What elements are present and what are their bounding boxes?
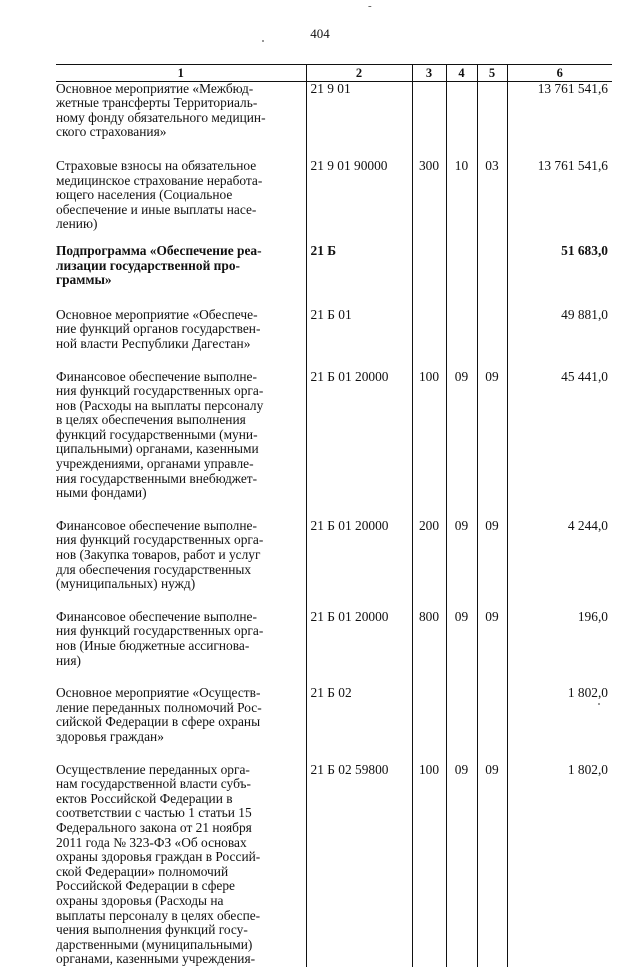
spacer-cell bbox=[412, 592, 446, 610]
table-row bbox=[56, 519, 612, 592]
table-row bbox=[56, 244, 612, 288]
spacer-cell bbox=[56, 140, 306, 159]
table-row bbox=[56, 159, 612, 232]
row-code: 21 Б 01 bbox=[306, 308, 412, 352]
table-row bbox=[56, 370, 612, 501]
row-amount: 4 244,0 bbox=[507, 519, 612, 592]
page-number: 404 bbox=[310, 26, 330, 41]
row-section: 09 bbox=[446, 370, 477, 501]
row-amount: 1 802,0 bbox=[507, 763, 612, 967]
spacer-cell bbox=[412, 288, 446, 308]
spacer-cell bbox=[306, 745, 412, 763]
row-subsection bbox=[477, 244, 507, 288]
spacer-cell bbox=[446, 352, 477, 370]
row-code: 21 Б 01 20000 bbox=[306, 370, 412, 501]
spacer-cell bbox=[507, 501, 612, 519]
row-name: Основное мероприятие «Обеспече- ние функций органов государствен- ной власти Республики Дагестан» bbox=[56, 306, 261, 351]
spacer-cell bbox=[446, 140, 477, 159]
row-name: Осуществление переданных орга- нам государственной власти субъ- ектов Российской Федерации в соответствии с частью 1 статьи 15 Федерального закона от 21 ноября 2011 года № 323-ФЗ «Об основах охраны здоровья граждан в Россий- ской Федерации» полномочий Российской Федерации в сфере охраны здоровья (Расходы на выплаты персоналу в целях обеспе- чения выполнения функций госу- дарственными (муниципальными) органами, казенными учреждения- bbox=[56, 761, 261, 967]
row-spacer bbox=[56, 288, 612, 308]
spacer-cell bbox=[477, 352, 507, 370]
spacer-cell bbox=[446, 288, 477, 308]
row-name: Основное мероприятие «Межбюд- жетные трансферты Территориаль- ному фонду обязательного медицин- ского страхования» bbox=[56, 80, 266, 140]
spacer-cell bbox=[477, 501, 507, 519]
spacer-cell bbox=[412, 352, 446, 370]
table-row bbox=[56, 763, 612, 967]
spacer-cell bbox=[412, 668, 446, 686]
spacer-cell bbox=[306, 140, 412, 159]
row-section bbox=[446, 244, 477, 288]
row-amount: 49 881,0 bbox=[507, 308, 612, 352]
spacer-cell bbox=[507, 668, 612, 686]
row-section bbox=[446, 686, 477, 744]
spacer-cell bbox=[412, 745, 446, 763]
row-name: Основное мероприятие «Осуществ- ление переданных полномочий Рос- сийской Федерации в сфере охраны здоровья граждан» bbox=[56, 685, 262, 744]
row-section: 09 bbox=[446, 519, 477, 592]
row-section bbox=[446, 81, 477, 140]
spacer-cell bbox=[446, 592, 477, 610]
row-expense-type bbox=[412, 308, 446, 352]
row-subsection: 09 bbox=[477, 763, 507, 967]
row-section: 09 bbox=[446, 610, 477, 668]
spacer-cell bbox=[477, 668, 507, 686]
spacer-cell bbox=[412, 140, 446, 159]
row-amount: 45 441,0 bbox=[507, 370, 612, 501]
spacer-cell bbox=[56, 288, 306, 308]
row-expense-type bbox=[412, 81, 446, 140]
scan-speck bbox=[598, 703, 600, 705]
spacer-cell bbox=[412, 501, 446, 519]
scan-speck bbox=[262, 40, 264, 42]
header-col-6: 6 bbox=[507, 65, 612, 82]
row-amount: 196,0 bbox=[507, 610, 612, 668]
row-name: Страховые взносы на обязательное медицинское страхование неработа- ющего населения (Социальное обеспечение и иные выплаты насе- лению) bbox=[56, 157, 263, 232]
spacer-cell bbox=[446, 232, 477, 244]
row-section bbox=[446, 308, 477, 352]
row-name: Финансовое обеспечение выполне- ния функций государственных орга- нов (Иные бюджетные ассигнова- ния) bbox=[56, 608, 264, 668]
spacer-cell bbox=[56, 352, 306, 370]
row-name: Финансовое обеспечение выполне- ния функций государственных орга- нов (Расходы на выплаты персоналу в целях обеспечения выполнения функций государственными (муни- ципальными) органами, казенными учреждениями, органами управле- ния государственными внебюджет- ными фондами) bbox=[56, 368, 264, 501]
header-col-3: 3 bbox=[412, 65, 446, 82]
spacer-cell bbox=[507, 745, 612, 763]
spacer-cell bbox=[477, 745, 507, 763]
table-body bbox=[56, 81, 612, 967]
budget-table bbox=[56, 64, 612, 967]
row-amount: 51 683,0 bbox=[507, 244, 612, 288]
row-expense-type bbox=[412, 686, 446, 744]
row-spacer bbox=[56, 745, 612, 763]
spacer-cell bbox=[477, 140, 507, 159]
spacer-cell bbox=[507, 288, 612, 308]
scan-mark: - bbox=[368, 0, 372, 12]
row-spacer bbox=[56, 501, 612, 519]
row-subsection: 09 bbox=[477, 610, 507, 668]
row-code: 21 Б bbox=[306, 244, 412, 288]
spacer-cell bbox=[56, 592, 306, 610]
row-section: 09 bbox=[446, 763, 477, 967]
row-subsection bbox=[477, 308, 507, 352]
row-name: Финансовое обеспечение выполне- ния функций государственных орга- нов (Закупка товаров, работ и услуг для обеспечения государственных (муниципальных) нужд) bbox=[56, 517, 264, 592]
spacer-cell bbox=[446, 668, 477, 686]
row-spacer bbox=[56, 352, 612, 370]
row-spacer bbox=[56, 668, 612, 686]
spacer-cell bbox=[507, 352, 612, 370]
header-col-1: 1 bbox=[56, 65, 306, 82]
row-subsection bbox=[477, 81, 507, 140]
row-expense-type: 100 bbox=[412, 763, 446, 967]
table-row bbox=[56, 308, 612, 352]
row-expense-type: 300 bbox=[412, 159, 446, 232]
row-subsection: 09 bbox=[477, 370, 507, 501]
row-amount: 13 761 541,6 bbox=[507, 159, 612, 232]
row-code: 21 Б 02 bbox=[306, 686, 412, 744]
spacer-cell bbox=[306, 288, 412, 308]
row-code: 21 9 01 90000 bbox=[306, 159, 412, 232]
table-row bbox=[56, 81, 612, 140]
row-subsection: 09 bbox=[477, 519, 507, 592]
row-code: 21 9 01 bbox=[306, 81, 412, 140]
row-section: 10 bbox=[446, 159, 477, 232]
row-amount: 13 761 541,6 bbox=[507, 81, 612, 140]
spacer-cell bbox=[412, 232, 446, 244]
spacer-cell bbox=[306, 501, 412, 519]
spacer-cell bbox=[477, 288, 507, 308]
row-code: 21 Б 01 20000 bbox=[306, 519, 412, 592]
spacer-cell bbox=[306, 668, 412, 686]
header-col-5: 5 bbox=[477, 65, 507, 82]
row-expense-type: 800 bbox=[412, 610, 446, 668]
header-col-2: 2 bbox=[306, 65, 412, 82]
spacer-cell bbox=[477, 232, 507, 244]
spacer-cell bbox=[306, 352, 412, 370]
row-spacer bbox=[56, 592, 612, 610]
row-expense-type: 100 bbox=[412, 370, 446, 501]
spacer-cell bbox=[477, 592, 507, 610]
row-expense-type bbox=[412, 244, 446, 288]
row-amount: 1 802,0 bbox=[507, 686, 612, 744]
spacer-cell bbox=[56, 745, 306, 763]
row-spacer bbox=[56, 140, 612, 159]
spacer-cell bbox=[56, 501, 306, 519]
row-code: 21 Б 01 20000 bbox=[306, 610, 412, 668]
row-code: 21 Б 02 59800 bbox=[306, 763, 412, 967]
row-name: Подпрограмма «Обеспечение реа- лизации государственной про- граммы» bbox=[56, 242, 262, 288]
spacer-cell bbox=[446, 745, 477, 763]
spacer-cell bbox=[507, 140, 612, 159]
row-subsection: 03 bbox=[477, 159, 507, 232]
spacer-cell bbox=[507, 592, 612, 610]
table-row bbox=[56, 610, 612, 668]
spacer-cell bbox=[56, 668, 306, 686]
row-expense-type: 200 bbox=[412, 519, 446, 592]
header-row bbox=[56, 65, 612, 82]
row-subsection bbox=[477, 686, 507, 744]
spacer-cell bbox=[446, 501, 477, 519]
spacer-cell bbox=[306, 592, 412, 610]
table-row bbox=[56, 686, 612, 744]
header-col-4: 4 bbox=[446, 65, 477, 82]
